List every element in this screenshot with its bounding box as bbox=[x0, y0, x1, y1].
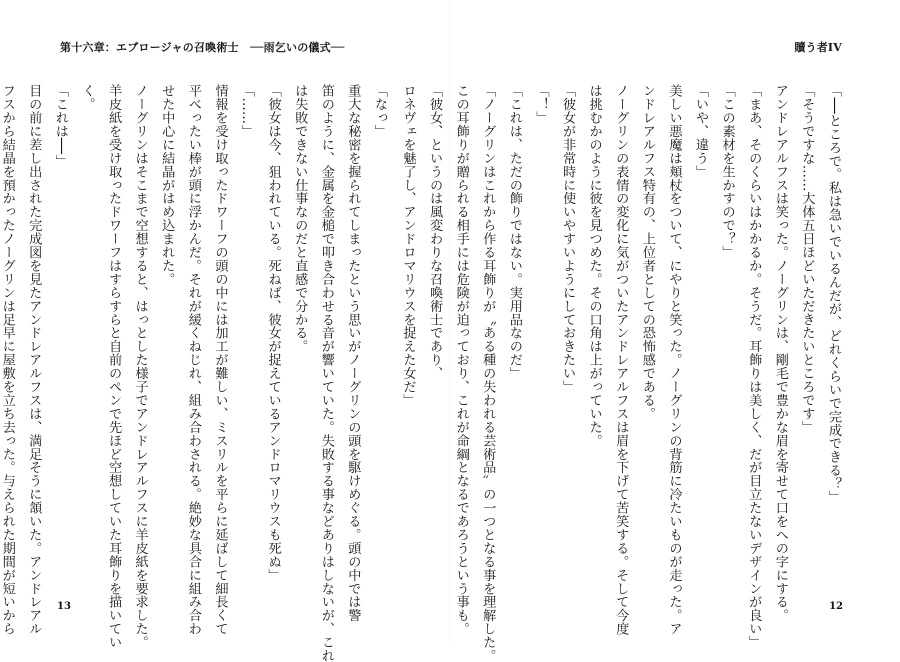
text-line: 「なっ」 bbox=[372, 84, 387, 138]
text-line: 平べったい棒が頭に浮かんだ。それが緩くねじれ、組み合わされる。絶妙な具合に組み合わ bbox=[185, 84, 201, 636]
text-line: 「彼女、というのは風変わりな召喚術士であり、 bbox=[427, 84, 443, 380]
text-line: ノーグリンの表情の変化に気がついたアンドレアルフスは眉を下げて苦笑する。そして今度 bbox=[613, 84, 629, 636]
text-line: 美しい悪魔は頬杖をついて、にやりと笑った。ノーグリンの背筋に冷たいものが走った。ア bbox=[666, 84, 682, 636]
text-line: 重大な秘密を握られてしまったという思いがノーグリンの頭を駆けめぐる。頭の中では警 bbox=[345, 84, 361, 622]
text-line: 情報を受け取ったドワーフの頭の中には加工が難しい、ミスリルを平らに延ばして細長くて bbox=[212, 84, 228, 636]
page-number-left: 13 bbox=[57, 601, 71, 612]
text-line: せた中心に結晶がはめ込まれた。 bbox=[159, 84, 175, 286]
text-line: ロネヴェを魅了し、アンドロマリウスを捉えた女だ」 bbox=[400, 84, 416, 407]
text-line: 「──ところで。私は急いでいるんだが、どれくらいで完成できる？」 bbox=[826, 84, 841, 504]
text-line: 「……」 bbox=[239, 84, 255, 138]
text-line: フスから結晶を預かったノーグリンは足早に屋敷を立ち去った。与えられた期間が短いから bbox=[0, 84, 15, 636]
text-line: く。 bbox=[79, 84, 95, 111]
text-line: 目の前に差し出された完成図を見たアンドレアルフスは、満足そうに頷いた。アンドレアル bbox=[26, 84, 42, 636]
running-head-left: 第十六章：エブロージャの召喚術士 ──雨乞いの儀式── bbox=[60, 41, 345, 54]
text-line: は挑むかのように彼を見つめた。その口角は上がっていた。 bbox=[586, 84, 602, 448]
text-line: 羊皮紙を受け取ったドワーフはすらすらと自前のペンで先ほど空想していた耳飾りを描いてい bbox=[106, 84, 122, 649]
text-line: 「ノーグリンはこれから作る耳飾りが〝ある種の失われる芸術品〟の一つとなる事を理解した。 bbox=[480, 84, 496, 662]
running-head-right: 贖う者IV bbox=[794, 41, 842, 54]
text-line: 「これは、ただの飾りではない。実用品なのだ」 bbox=[506, 84, 522, 380]
page-number-right: 12 bbox=[829, 601, 843, 612]
text-line: 「彼女が非常時に使いやすいようにしておきたい」 bbox=[560, 84, 576, 394]
text-line: 笛のように、金属を金槌で叩き合わせる音が響いていた。失敗する事などありはしないが、これ bbox=[318, 84, 334, 662]
text-line: 「まあ、そのくらいはかかるか。そうだ。耳飾りは美しく、だが目立たないデザインが良い」 bbox=[746, 84, 762, 649]
text-line: は失敗できない仕事なのだと直感で分かる。 bbox=[292, 84, 308, 353]
text-line: 「彼女は今、狙われている。死ねば、彼女が捉えているアンドロマリウスも死ぬ」 bbox=[265, 84, 281, 582]
text-line: ンドレアルフス特有の、上位者としての恐怖感である。 bbox=[639, 84, 655, 421]
text-line: 「いや、違う」 bbox=[693, 84, 709, 179]
text-line: 「この素材を生かすので？」 bbox=[719, 84, 735, 259]
text-line: 「そうですな……大体五日ほどいただきたいところです」 bbox=[799, 84, 815, 434]
text-line: ノーグリンはそこまで空想すると、はっとした様子でアンドレアルフスに羊皮紙を要求した。 bbox=[132, 84, 148, 649]
text-line: アンドレアルフスは笑った。ノーグリンは、剛毛で豊かな眉を寄せて口をへの字にする。 bbox=[772, 84, 788, 622]
text-line: 「！」 bbox=[533, 84, 549, 125]
text-line: この耳飾りが贈られる相手には危険が迫っており、これが命綱となるであろうという事も。 bbox=[453, 84, 469, 636]
text-line: 「これは──」 bbox=[52, 84, 68, 168]
